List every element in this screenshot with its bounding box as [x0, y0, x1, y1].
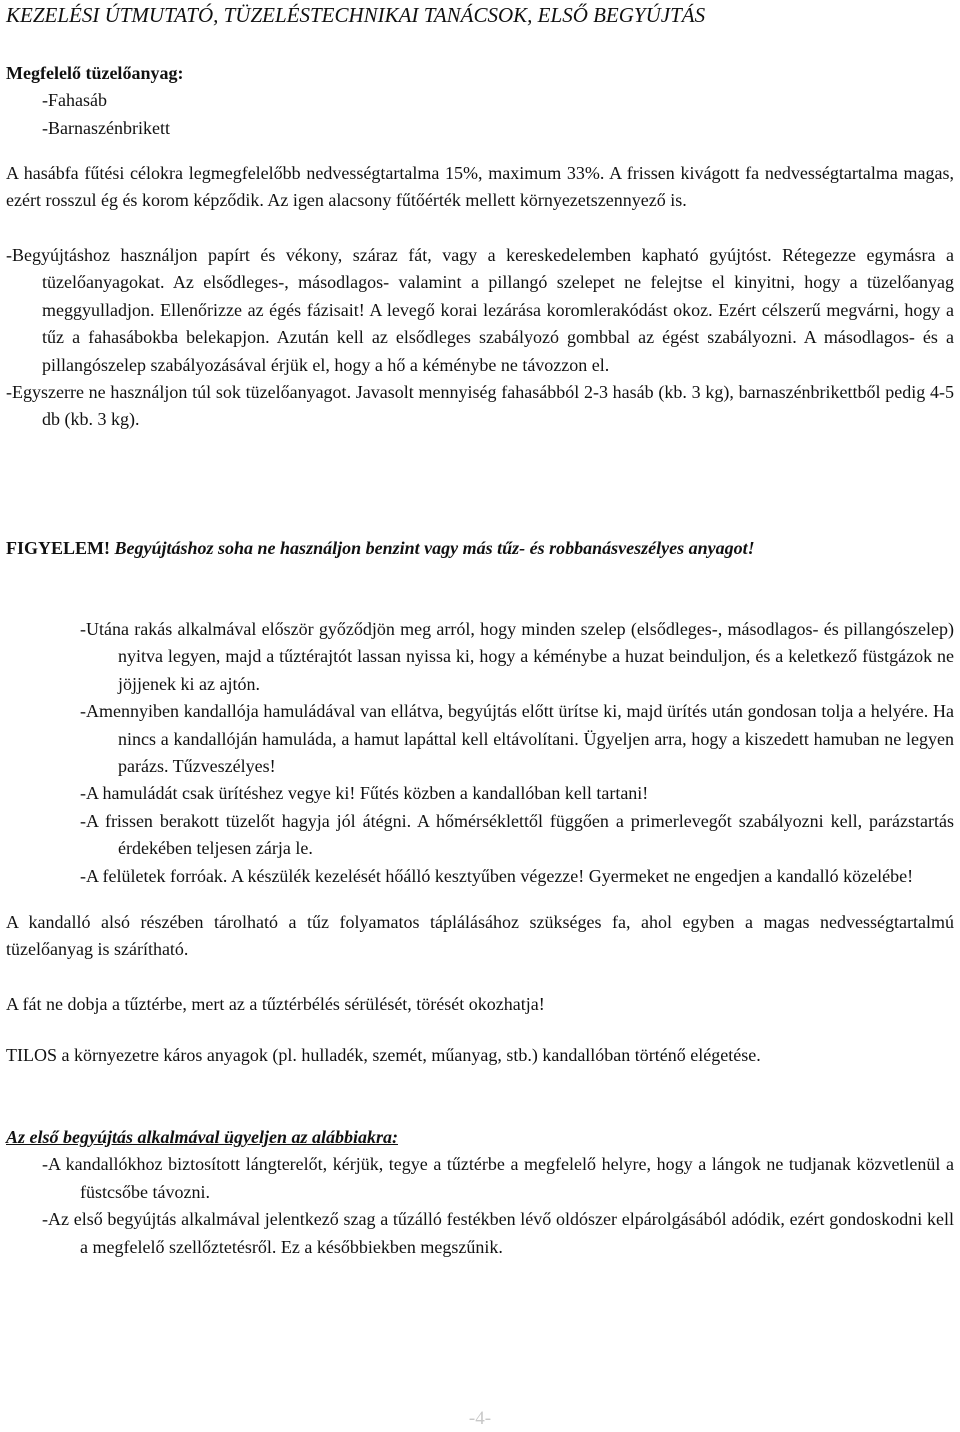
- warning-label: FIGYELEM!: [6, 538, 111, 558]
- first-ignition-item: -A kandallókhoz biztosított lángterelőt, kérjük, tegye a tűztérbe a megfelelő helyre, hogy a lángok ne tudjanak közvetlenül a füstcsőbe távozni.: [42, 1154, 954, 1202]
- ignition-list-item: -Egyszerre ne használjon túl sok tüzelőanyagot. Javasolt mennyiség fahasábból 2-3 hasáb (kb. 3 kg), barnaszénbrikettből pedig 4-5 db (kb. 3 kg).: [6, 382, 954, 430]
- first-ignition-item: -Az első begyújtás alkalmával jelentkező szag a tűzálló festékben lévő oldószer elpárolgásából adódik, ezért gondoskodni kell a megfelelő szellőztetésről. Ez a későbbiekben megszűnik.: [42, 1209, 954, 1257]
- first-ignition-heading: Az első begyújtás alkalmával ügyeljen az alábbiakra:: [6, 1127, 398, 1147]
- warning-message: Begyújtáshoz soha ne használjon benzint vagy más tűz- és robbanásveszélyes anyagot!: [110, 538, 755, 558]
- fuel-section: [6, 60, 954, 142]
- fuel-item: -Fahasáb: [42, 90, 107, 111]
- storage-paragraph-block: [6, 909, 954, 964]
- fuel-item: -Barnaszénbrikett: [42, 117, 170, 138]
- throw-paragraph: A fát ne dobja a tűztérbe, mert az a tűztérbélés sérülését, törését okozhatja!: [6, 994, 545, 1014]
- operation-list-item: -A frissen berakott tüzelőt hagyja jól átégni. A hőmérséklettől függően a primerlevegőt szabályozni kell, parázstartás érdekében teljesen zárja le.: [80, 810, 954, 859]
- warning-text: [6, 535, 954, 562]
- ignition-list: [6, 242, 954, 434]
- operation-list-item: -A felületek forróak. A készülék kezelését hőálló kesztyűben végezze! Gyermeket ne engedjen a kandalló közelébe!: [80, 865, 914, 886]
- warning-block: [6, 535, 954, 562]
- operation-list-item: -Amennyiben kandallója hamuládával van ellátva, begyújtás előtt ürítse ki, majd ürítés után gondosan tolja a helyére. Ha nincs a kandallóján hamuláda, a hamut lapáttal kell eltávolítani. Ügyeljen arra, hogy a kiszedett hamuban ne legyen parázs. Tűzveszélyes!: [80, 701, 954, 777]
- moisture-paragraph-block: [6, 160, 954, 215]
- operation-list-item: -Utána rakás alkalmával először győződjön meg arról, hogy minden szelep (elsődleges-, másodlagos- és pillangószelep) nyitva legyen, majd a tűztérajtót lassan nyissa ki, hogy a kéménybe a huzat beinduljon, és a keletkező füstgázok ne jöjjenek ki az ajtón.: [80, 619, 954, 694]
- operation-list-item: -A hamuládát csak ürítéshez vegye ki! Fűtés közben a kandallóban kell tartani!: [80, 783, 649, 804]
- forbidden-paragraph: TILOS a környezetre káros anyagok (pl. hulladék, szemét, műanyag, stb.) kandallóban történő elégetése.: [6, 1045, 761, 1065]
- operation-list: [6, 616, 954, 890]
- storage-paragraph: A kandalló alsó részében tárolható a tűz folyamatos táplálásához szükséges fa, ahol egyben a magas nedvességtartalmú tüzelőanyag is szárítható.: [6, 912, 954, 960]
- ignition-list-item: -Begyújtáshoz használjon papírt és vékony, száraz fát, vagy a kereskedelemben kapható gyújtóst. Rétegezze egymásra a tüzelőanyagokat. Az elsődleges-, másodlagos- valamint a pillangó szelepet ne felejtse el kinyitni, hogy a tüzelőanyag meggyulladjon. Ellenőrizze az égés fázisait! A levegő korai lezárása koromlerakódást okoz. Ezért célszerű megvárni, hogy a tűz a fahasábokba belekapjon. Azután kell az elsődleges szabályozó gombbal az égést szabályozni. A másodlagos- és a pillangószelep szabályozásával érjük el, hogy a hő a kéménybe ne távozzon el.: [6, 245, 954, 375]
- forbidden-paragraph-block: [6, 1042, 954, 1069]
- first-ignition-section: [6, 1124, 954, 1261]
- page-number: -4-: [468, 1408, 492, 1429]
- moisture-paragraph: A hasábfa fűtési célokra legmegfelelőbb nedvességtartalma 15%, maximum 33%. A frissen kivágott fa nedvességtartalma magas, ezért rosszul ég és korom képződik. Az igen alacsony fűtőérték mellett környezetszennyező is.: [6, 163, 954, 211]
- document-title: KEZELÉSI ÚTMUTATÓ, TÜZELÉSTECHNIKAI TANÁCSOK, ELSŐ BEGYÚJTÁS: [6, 3, 706, 27]
- throw-paragraph-block: [6, 991, 954, 1018]
- fuel-heading: Megfelelő tüzelőanyag:: [6, 63, 184, 83]
